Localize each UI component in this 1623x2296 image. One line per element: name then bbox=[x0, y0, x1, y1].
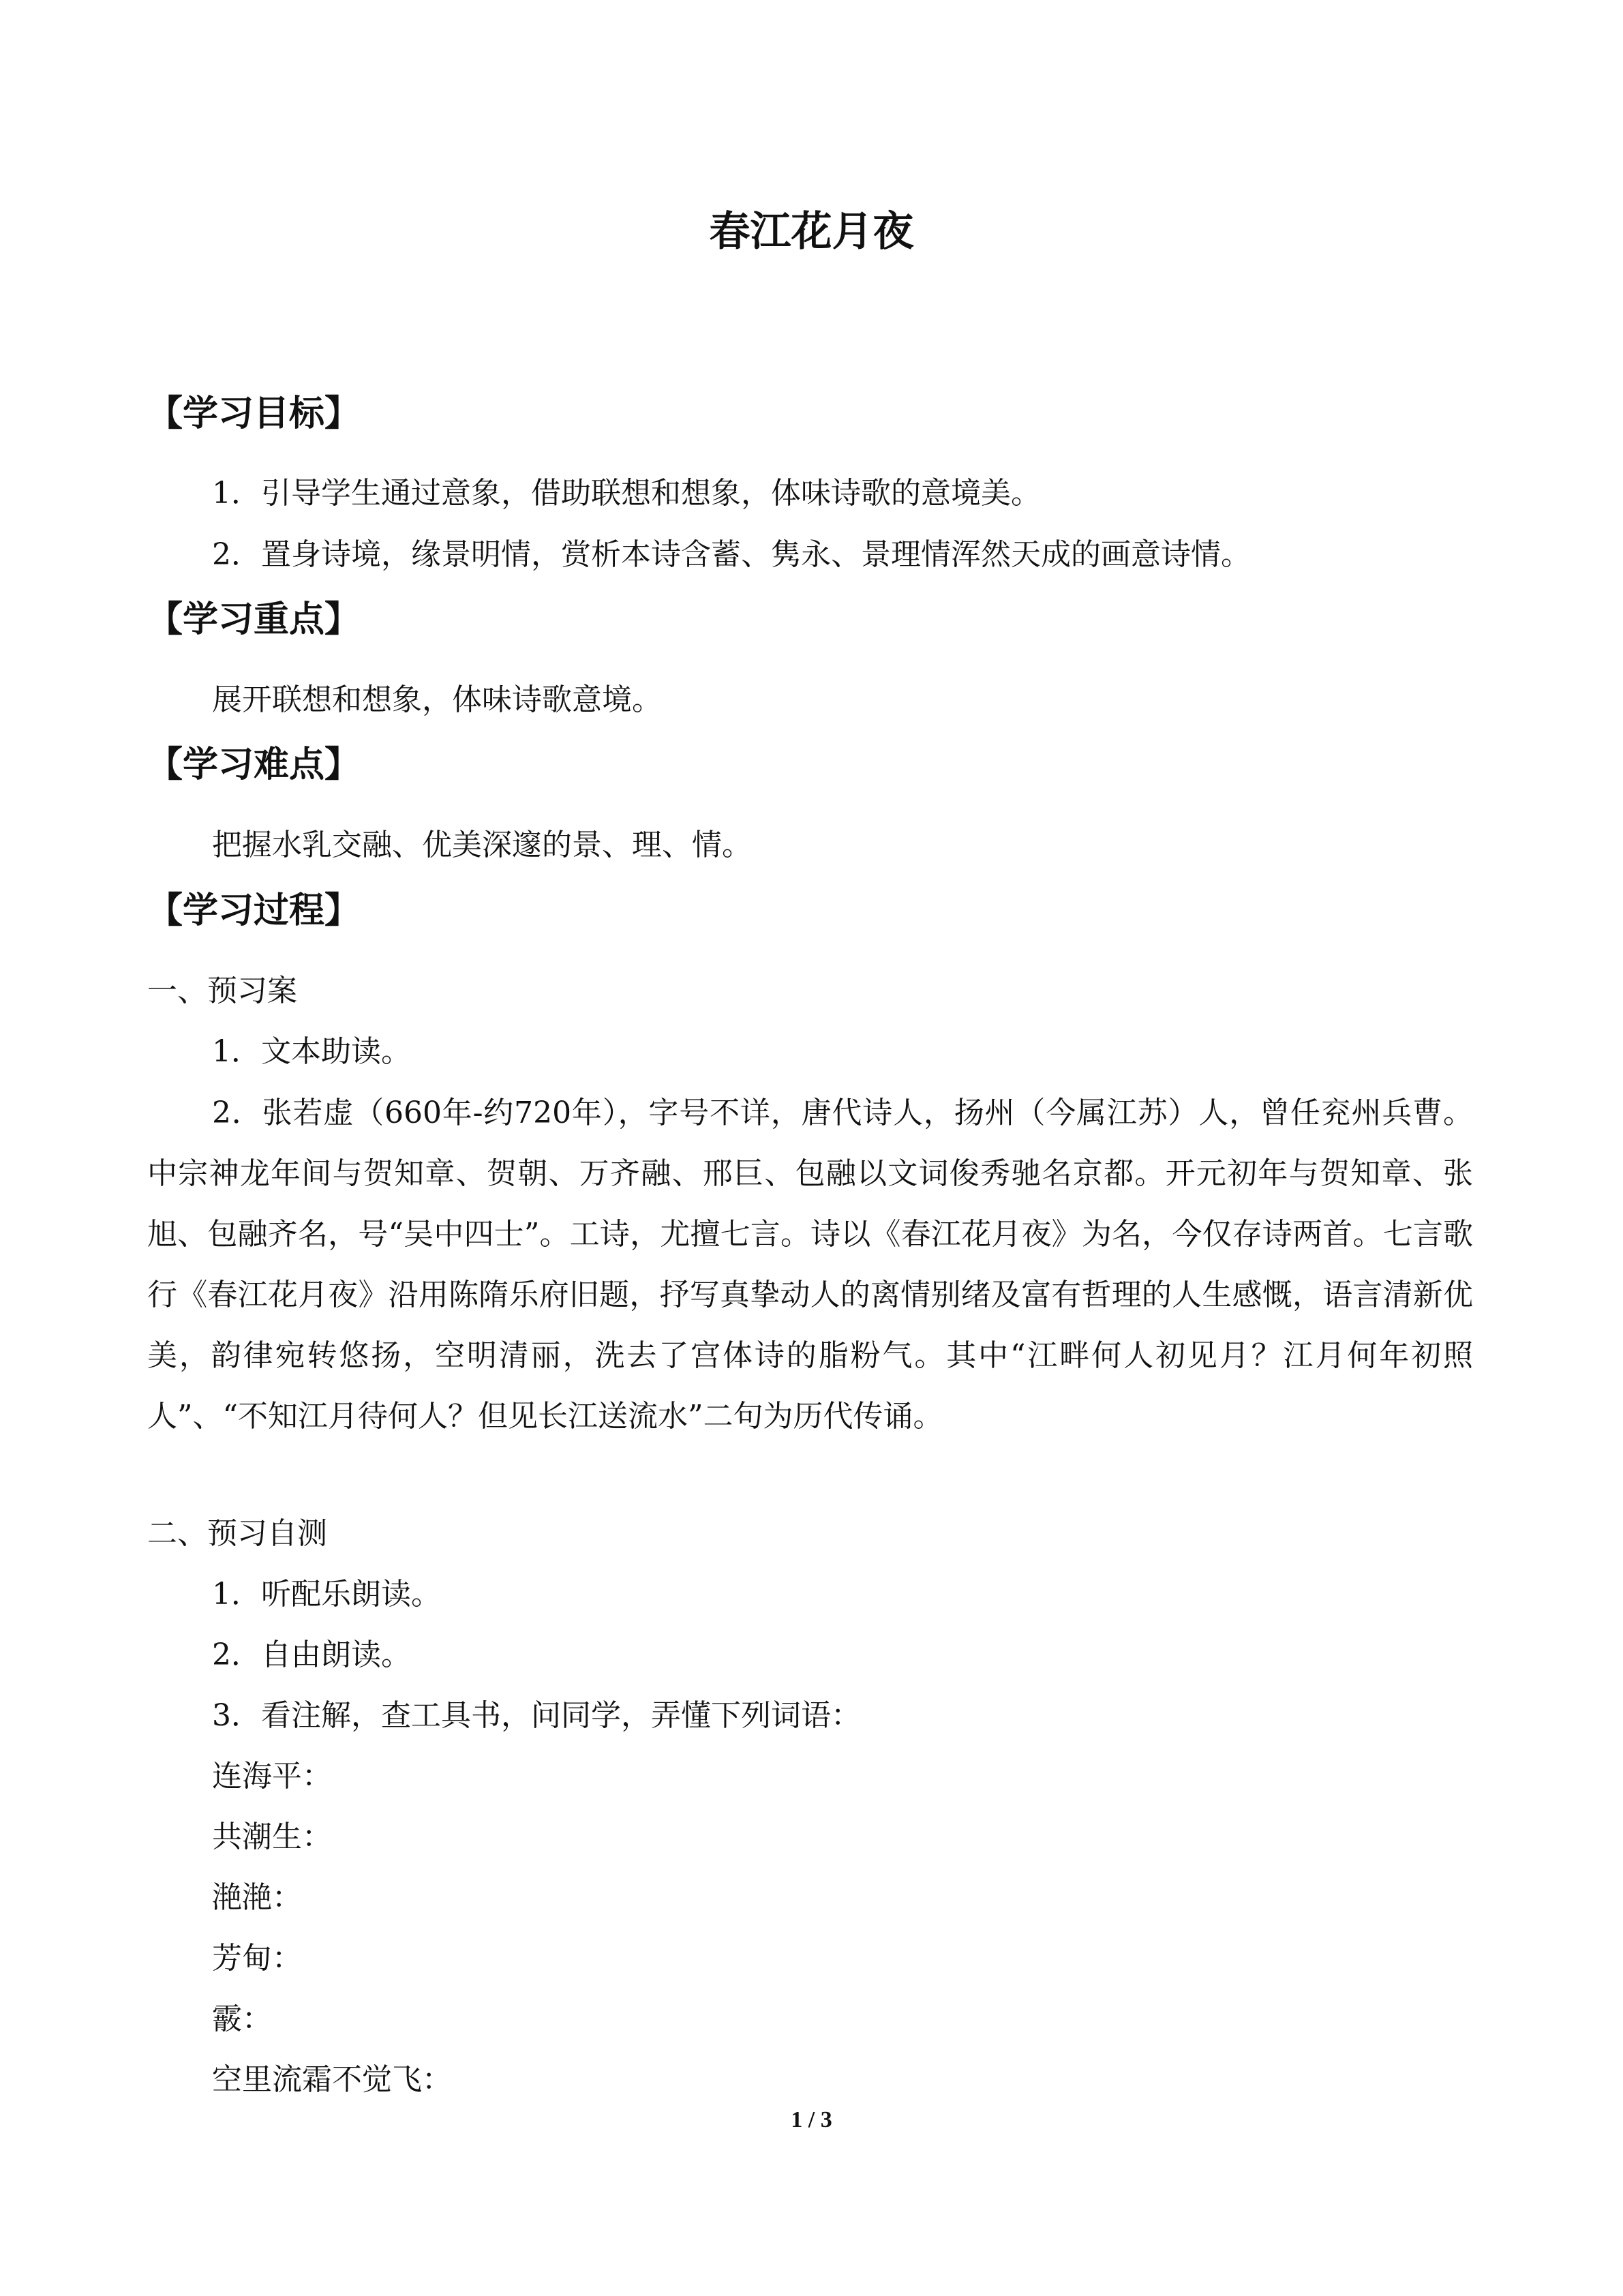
self-test-item-2: 2．自由朗读。 bbox=[212, 1637, 411, 1672]
preview-item-1: 1．文本助读。 bbox=[212, 1034, 411, 1069]
heading-difficulties: 【学习难点】 bbox=[147, 744, 361, 785]
page-title: 春江花月夜 bbox=[709, 208, 914, 256]
heading-learning-process: 【学习过程】 bbox=[147, 890, 361, 931]
heading-key-points: 【学习重点】 bbox=[147, 599, 361, 640]
term-item: 芳甸： bbox=[212, 1941, 302, 1976]
heading-learning-goals: 【学习目标】 bbox=[147, 393, 361, 434]
self-test-item-1: 1．听配乐朗读。 bbox=[212, 1577, 441, 1612]
term-item: 连海平： bbox=[212, 1759, 332, 1794]
goal-item-2: 2．置身诗境，缘景明情，赏析本诗含蓄、隽永、景理情浑然天成的画意诗情。 bbox=[212, 537, 1251, 572]
self-test-item-3: 3．看注解，查工具书，问同学，弄懂下列词语： bbox=[212, 1698, 861, 1733]
difficulties-text: 把握水乳交融、优美深邃的景、理、情。 bbox=[212, 828, 752, 862]
term-item: 空里流霜不觉飞： bbox=[212, 2062, 452, 2097]
goal-item-1: 1．引导学生通过意象，借助联想和想象，体味诗歌的意境美。 bbox=[212, 476, 1041, 511]
page-number: 1 / 3 bbox=[791, 2107, 832, 2132]
term-item: 霰： bbox=[212, 2002, 272, 2036]
preview-item-2-author-intro: 2．张若虚（660年-约720年），字号不详，唐代诗人，扬州（今属江苏）人，曾任兖州兵曹。中宗神龙年间与贺知章、贺朝、万齐融、邢巨、包融以文词俊秀驰名京都。开元初年与贺知章、张旭、包融齐名，号“吴中四士”。工诗，尤擅七言。诗以《春江花月夜》为名，今仅存诗两首。七言歌行《春江花月夜》沿用陈隋乐府旧题，抒写真挚动人的离情别绪及富有哲理的人生感慨，语言清新优美，韵律宛转悠扬，空明清丽，洗去了宫体诗的脂粉气。其中“江畔何人初见月？江月何年初照人”、“不知江月待何人？但见长江送流水”二句为历代传诵。 bbox=[147, 1096, 1473, 1434]
preview-section-label: 一、预习案 bbox=[147, 973, 297, 1008]
term-item: 共潮生： bbox=[212, 1819, 332, 1854]
key-points-text: 展开联想和想象，体味诗歌意境。 bbox=[212, 682, 662, 717]
self-test-section-label: 二、预习自测 bbox=[147, 1516, 327, 1551]
term-item: 滟滟： bbox=[212, 1880, 302, 1915]
